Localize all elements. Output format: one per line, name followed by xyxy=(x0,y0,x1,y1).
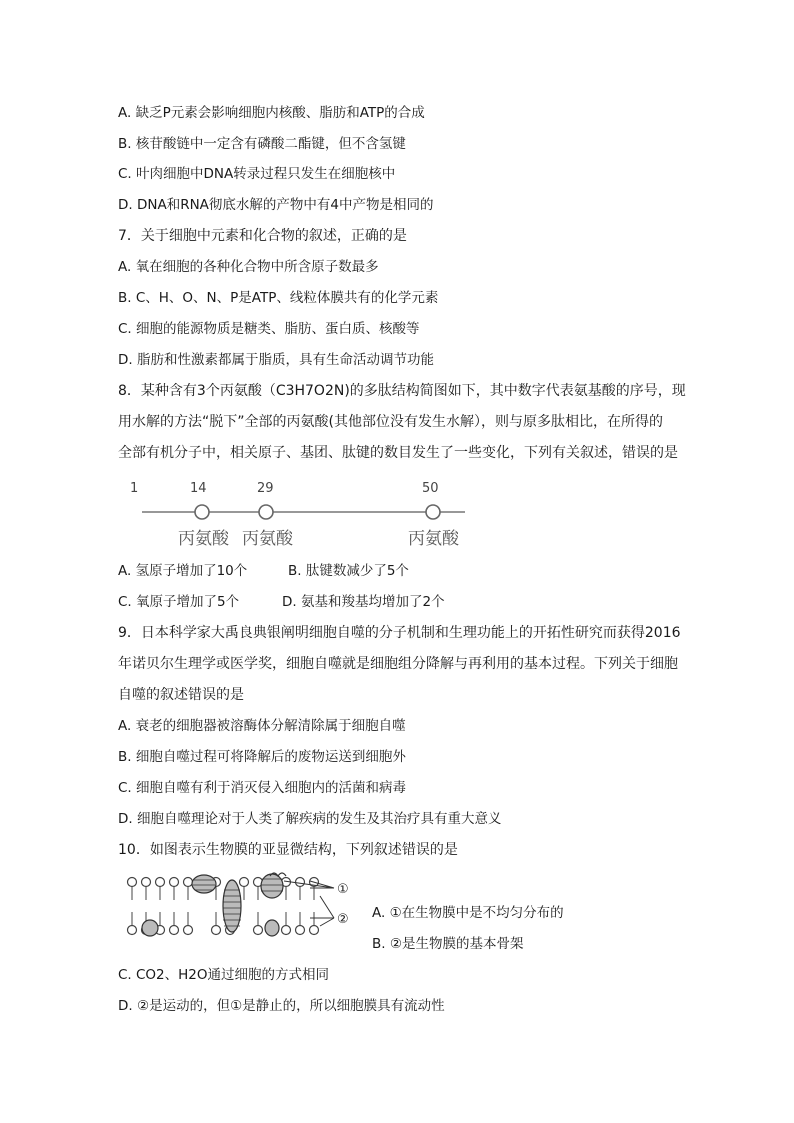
q8-option-a: A. 氢原子增加了10个 xyxy=(118,563,248,579)
q10-membrane-figure xyxy=(124,866,364,946)
q8-figure-label-alanine-2: 丙氨酸 xyxy=(242,529,293,549)
q8-figure-number-14: 14 xyxy=(190,481,207,496)
q8-figure-label-alanine-1: 丙氨酸 xyxy=(178,529,229,549)
q10-option-d: D. ②是运动的，但①是静止的，所以细胞膜具有流动性 xyxy=(118,998,445,1014)
q9-stem-line-3: 自噬的叙述错误的是 xyxy=(118,687,244,703)
q7-option-c: C. 细胞的能源物质是糖类、脂肪、蛋白质、核酸等 xyxy=(118,321,420,337)
q6-option-a: A. 缺乏P元素会影响细胞内核酸、脂肪和ATP的合成 xyxy=(118,105,425,121)
q8-stem-line-3: 全部有机分子中，相关原子、基团、肽键的数目发生了一些变化，下列有关叙述，错误的是 xyxy=(118,445,678,461)
q10-option-a: A. ①在生物膜中是不均匀分布的 xyxy=(372,905,564,921)
q9-option-b: B. 细胞自噬过程可将降解后的废物运送到细胞外 xyxy=(118,749,406,765)
q7-option-d: D. 脂肪和性激素都属于脂质，具有生命活动调节功能 xyxy=(118,352,434,368)
q10-option-b: B. ②是生物膜的基本骨架 xyxy=(372,936,524,952)
q8-stem-line-1: 8．某种含有3个丙氨酸（C3H7O2N)的多肽结构简图如下，其中数字代表氨基酸的序号，现 xyxy=(118,383,686,399)
q8-option-b: B. 肽键数减少了5个 xyxy=(288,563,409,579)
q8-option-d: D. 氨基和羧基均增加了2个 xyxy=(282,594,445,610)
q8-figure-number-1: 1 xyxy=(130,481,139,496)
q9-stem-line-1: 9．日本科学家大禹良典银阐明细胞自噬的分子机制和生理功能上的开拓性研究而获得2016 xyxy=(118,625,681,641)
q8-alanine-circle-29 xyxy=(259,505,273,519)
q10-stem: 10．如图表示生物膜的亚显微结构，下列叙述错误的是 xyxy=(118,842,458,858)
q6-option-d: D. DNA和RNA彻底水解的产物中有4中产物是相同的 xyxy=(118,197,434,213)
q10-label-2: ② xyxy=(337,912,349,927)
q9-option-d: D. 细胞自噬理论对于人类了解疾病的发生及其治疗具有重大意义 xyxy=(118,811,502,827)
q7-option-b: B. C、H、O、N、P是ATP、线粒体膜共有的化学元素 xyxy=(118,290,439,306)
q10-label-1: ① xyxy=(337,882,349,897)
q8-option-c: C. 氧原子增加了5个 xyxy=(118,594,240,610)
q8-stem-line-2: 用水解的方法“脱下”全部的丙氨酸(其他部位没有发生水解），则与原多肽相比，在所得的 xyxy=(118,414,663,430)
q8-figure-number-50: 50 xyxy=(422,481,439,496)
q9-option-a: A. 衰老的细胞器被溶酶体分解清除属于细胞自噬 xyxy=(118,718,406,734)
q8-polypeptide-figure xyxy=(120,474,480,554)
q7-stem: 7．关于细胞中元素和化合物的叙述，正确的是 xyxy=(118,228,407,244)
q6-option-c: C. 叶肉细胞中DNA转录过程只发生在细胞核中 xyxy=(118,166,396,182)
q9-stem-line-2: 年诺贝尔生理学或医学奖，细胞自噬就是细胞组分降解与再利用的基本过程。下列关于细胞 xyxy=(118,656,678,672)
q8-figure-number-29: 29 xyxy=(257,481,274,496)
q9-option-c: C. 细胞自噬有利于消灭侵入细胞内的活菌和病毒 xyxy=(118,780,407,796)
q8-alanine-circle-50 xyxy=(426,505,440,519)
q7-option-a: A. 氧在细胞的各种化合物中所含原子数最多 xyxy=(118,259,379,275)
q10-option-c: C. CO2、H2O通过细胞的方式相同 xyxy=(118,967,330,983)
q8-alanine-circle-14 xyxy=(195,505,209,519)
q6-option-b: B. 核苷酸链中一定含有磷酸二酯键，但不含氢键 xyxy=(118,136,406,152)
q8-figure-label-alanine-3: 丙氨酸 xyxy=(408,529,459,549)
